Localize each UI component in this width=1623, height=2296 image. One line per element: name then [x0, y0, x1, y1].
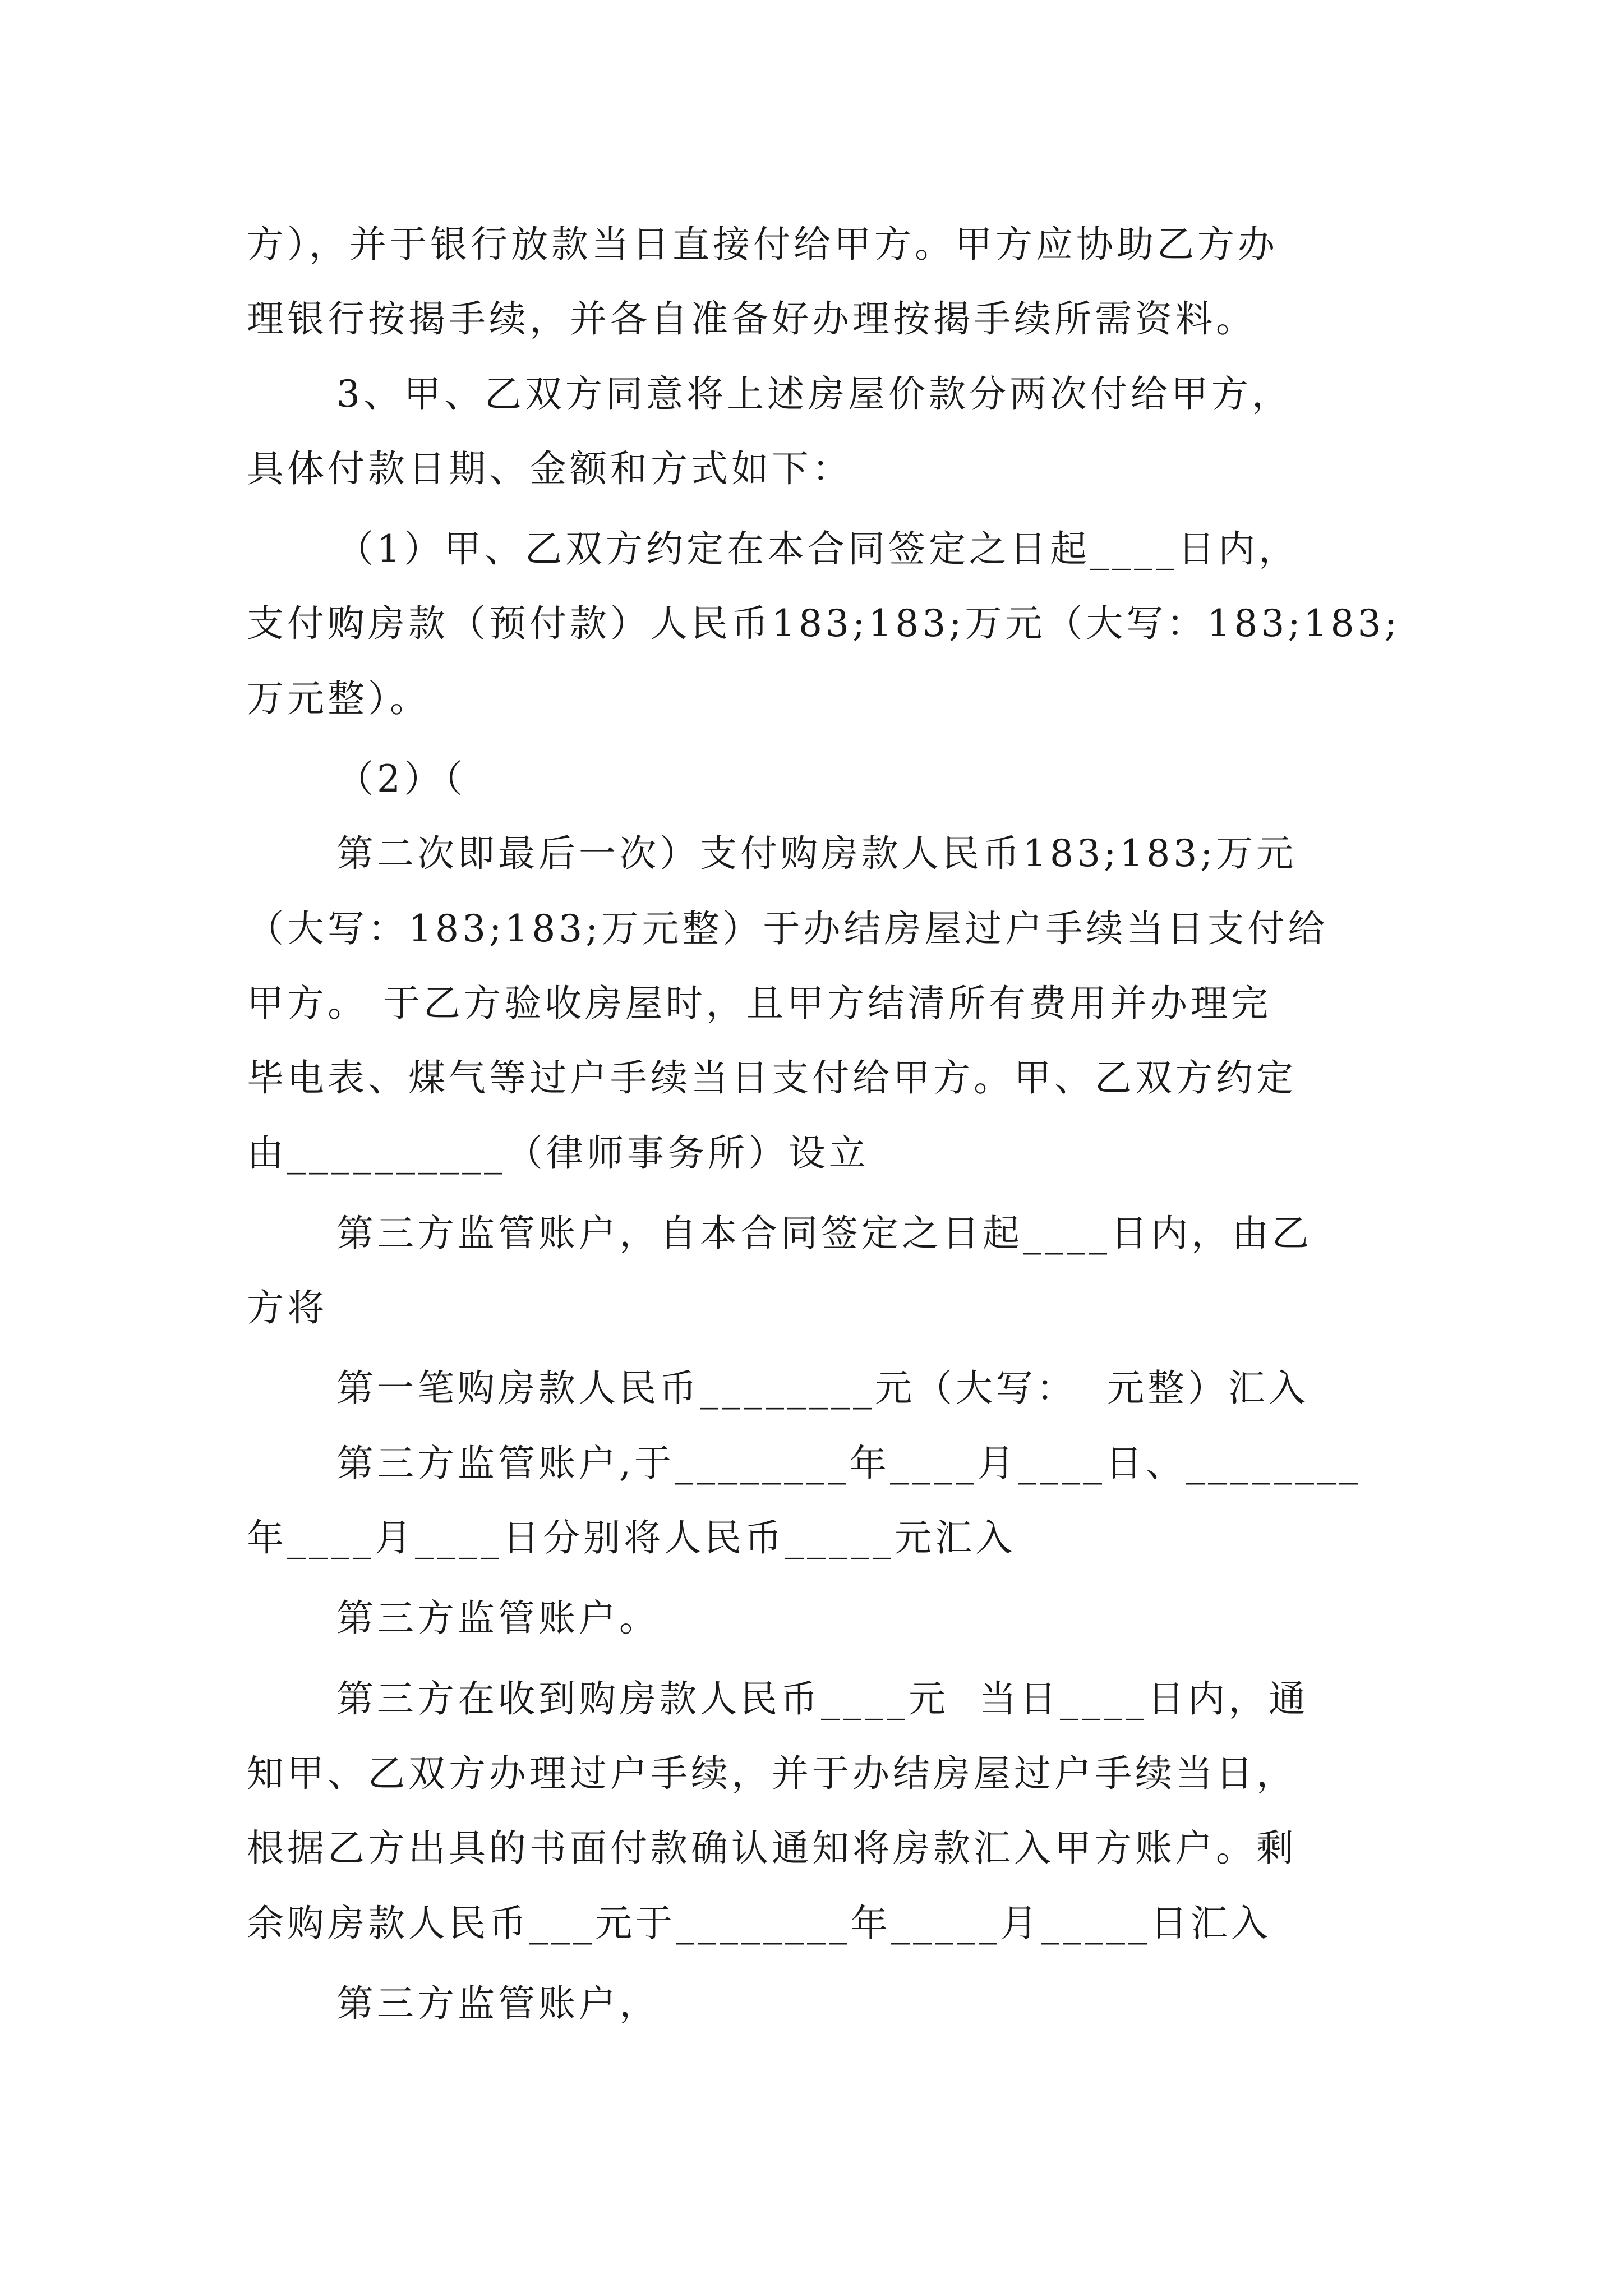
- text-line: 余购房款人民币___元于________年_____月_____日汇入: [247, 1902, 1271, 1945]
- text-line: 年____月____日分别将人民币_____元汇入: [247, 1516, 1016, 1559]
- text-line: 3、甲、乙双方同意将上述房屋价款分两次付给甲方，: [336, 372, 1292, 416]
- text-line: 万元整）。: [247, 677, 430, 720]
- text-line: 理银行按揭手续，并各自准备好办理按揭手续所需资料。: [247, 297, 1256, 341]
- text-line: 方将: [247, 1286, 328, 1329]
- text-line: 第二次即最后一次）支付购房款人民币183;183;万元: [336, 832, 1297, 875]
- text-line: 方），并于银行放款当日直接付给甲方。甲方应协助乙方办: [247, 223, 1278, 266]
- text-line: 第三方监管账户，: [336, 1982, 660, 2025]
- text-line: 第三方监管账户,于________年____月____日、________: [336, 1442, 1361, 1485]
- text-line: 第一笔购房款人民币________元（大写： 元整）汇入: [336, 1366, 1309, 1410]
- text-line: 第三方在收到购房款人民币____元 当日____日内，通: [336, 1677, 1309, 1720]
- text-line: 支付购房款（预付款）人民币183;183;万元（大写：183;183;: [247, 602, 1400, 645]
- text-line: 具体付款日期、金额和方式如下：: [247, 447, 852, 490]
- text-line: 由__________（律师事务所）设立: [247, 1131, 869, 1175]
- text-line: 毕电表、煤气等过户手续当日支付给甲方。甲、乙双方约定: [247, 1056, 1297, 1099]
- text-line: 第三方监管账户。: [336, 1596, 660, 1640]
- text-line: 第三方监管账户，自本合同签定之日起____日内，由乙: [336, 1212, 1312, 1255]
- text-line: （1）甲、乙双方约定在本合同签定之日起____日内，: [336, 527, 1299, 570]
- text-line: 根据乙方出具的书面付款确认通知将房款汇入甲方账户。剩: [247, 1826, 1297, 1870]
- text-line: （2）（: [336, 757, 466, 800]
- text-line: （大写：183;183;万元整）于办结房屋过户手续当日支付给: [247, 907, 1329, 950]
- text-line: 知甲、乙双方办理过户手续，并于办结房屋过户手续当日，: [247, 1752, 1297, 1795]
- text-line: 甲方。 于乙方验收房屋时，且甲方结清所有费用并办理完: [247, 982, 1271, 1025]
